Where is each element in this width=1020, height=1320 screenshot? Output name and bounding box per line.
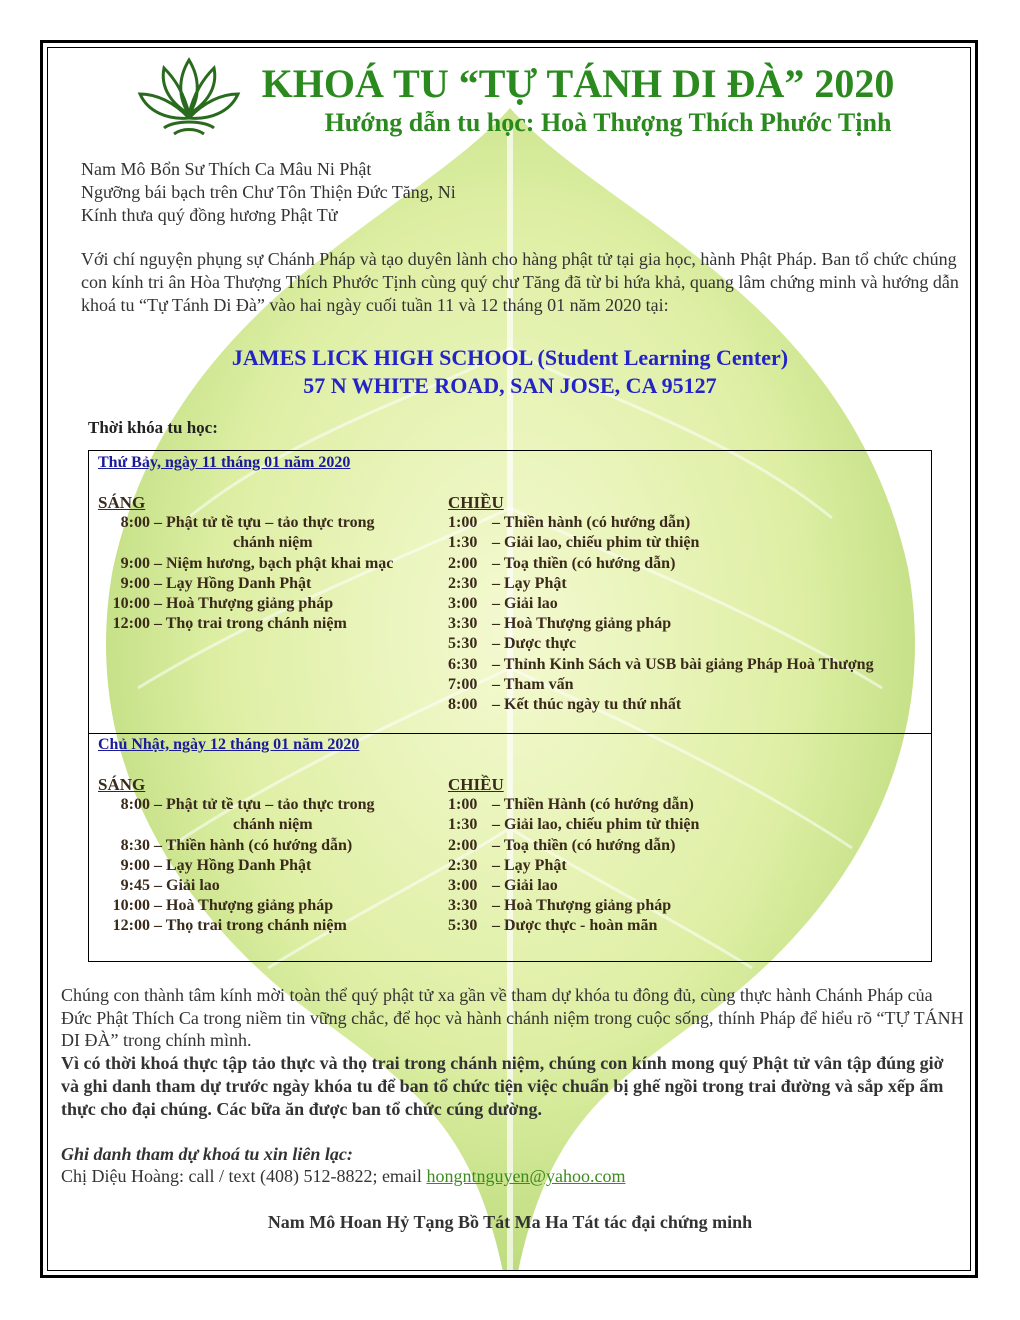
venue <box>48 344 971 400</box>
schedule-time: 3:30 <box>448 615 478 633</box>
schedule-time: 10:00 <box>112 595 150 613</box>
schedule-time <box>98 533 150 553</box>
schedule-activity: – Dược thực <box>492 635 577 653</box>
schedule-row <box>448 594 928 614</box>
morning-column <box>98 775 438 937</box>
morning-heading: SÁNG <box>98 775 146 794</box>
schedule-activity: – Phật tử tề tựu – tảo thực trong <box>154 514 375 532</box>
venue-name: JAMES LICK HIGH SCHOOL (Student Learning Center) <box>231 345 789 370</box>
schedule-activity: – Lạy Hồng Danh Phật <box>154 574 312 592</box>
schedule-activity: – Toạ thiền (có hướng dẫn) <box>492 836 676 854</box>
schedule-time: 3:00 <box>448 877 478 895</box>
schedule-row <box>98 836 438 856</box>
schedule-time: 9:00 <box>120 574 150 592</box>
schedule-activity: – Giải lao, chiếu phim từ thiện <box>492 534 700 552</box>
schedule-row <box>448 655 928 675</box>
schedule-activity: – Thiền hành (có hướng dẫn) <box>492 514 691 532</box>
schedule-activity: – Lạy Phật <box>492 574 567 592</box>
schedule-activity: – Hoà Thượng giảng pháp <box>492 615 672 633</box>
schedule-activity: – Thọ trai trong chánh niệm <box>154 917 347 935</box>
inner-frame <box>47 47 971 1271</box>
schedule-activity: – Thọ trai trong chánh niệm <box>154 615 347 633</box>
greeting-line: Kính thưa quý đồng hương Phật Tử <box>81 205 338 225</box>
schedule-row <box>448 836 928 856</box>
schedule-time: 7:00 <box>448 675 478 693</box>
schedule-activity: – Thiền hành (có hướng dẫn) <box>154 836 353 854</box>
schedule-activity: – Giải lao <box>492 877 558 895</box>
schedule-row <box>448 634 928 654</box>
schedule-row <box>98 533 438 553</box>
schedule-activity: – Phật tử tề tựu – tảo thực trong <box>154 796 375 814</box>
schedule-row <box>448 574 928 594</box>
schedule-row <box>448 856 928 876</box>
schedule-time: 8:30 <box>120 836 150 854</box>
contact-text: Chị Diệu Hoàng: call / text (408) 512-8822; email <box>61 1166 427 1186</box>
afternoon-column <box>448 775 928 937</box>
schedule-row <box>98 795 438 815</box>
afternoon-heading: CHIỀU <box>448 493 504 512</box>
schedule-activity: – Toạ thiền (có hướng dẫn) <box>492 554 676 572</box>
schedule-time: 3:30 <box>448 897 478 915</box>
schedule-activity: – Lạy Phật <box>492 856 567 874</box>
schedule-activity: – Hoà Thượng giảng pháp <box>154 595 334 613</box>
schedule-row <box>448 614 928 634</box>
greeting-line: Nam Mô Bổn Sư Thích Ca Mâu Ni Phật <box>81 159 372 179</box>
schedule-time: 8:00 <box>120 514 150 532</box>
afternoon-column <box>448 493 928 715</box>
schedule-activity: chánh niệm <box>233 534 313 552</box>
schedule-table <box>88 450 932 962</box>
schedule-row <box>98 815 438 835</box>
schedule-activity: – Niệm hương, bạch phật khai mạc <box>154 554 394 572</box>
morning-column <box>98 493 438 634</box>
schedule-time: 1:30 <box>448 534 478 552</box>
schedule-row <box>448 795 928 815</box>
schedule-time: 9:45 <box>120 877 150 895</box>
contact-heading: Ghi danh tham dự khoá tu xin liên lạc: <box>61 1144 353 1164</box>
page-title: KHOÁ TU “TỰ TÁNH DI ĐÀ” 2020 <box>261 61 895 106</box>
schedule-row <box>448 815 928 835</box>
schedule-time: 8:00 <box>120 796 150 814</box>
schedule-time: 1:00 <box>448 796 478 814</box>
schedule-row <box>98 876 438 896</box>
schedule-row <box>448 554 928 574</box>
afternoon-heading: CHIỀU <box>448 775 504 794</box>
schedule-time: 12:00 <box>112 917 150 935</box>
schedule-activity: – Giải lao <box>492 595 558 613</box>
schedule-activity: – Lạy Hồng Danh Phật <box>154 856 312 874</box>
schedule-row <box>98 513 438 533</box>
schedule-row <box>448 695 928 715</box>
closing-note: Vì có thời khoá thực tập tảo thực và thọ trai trong chánh niệm, chúng con kính mong quý Phật tử vân tập đúng giờ và ghi danh tham dự trước ngày khóa tu để ban tổ chức tiện việc chuẩn bị ghế ngồi trong trai đường và sắp xếp ẩm thực cho đại chúng. Các bữa ăn được ban tổ chức cúng dường. <box>61 1053 944 1119</box>
venue-address: 57 N WHITE ROAD, SAN JOSE, CA 95127 <box>303 373 717 398</box>
schedule-time: 2:00 <box>448 554 478 572</box>
schedule-time: 8:00 <box>448 696 478 714</box>
schedule-time <box>98 815 150 835</box>
schedule-time: 3:00 <box>448 595 478 613</box>
schedule-row <box>98 916 438 936</box>
schedule-time: 2:30 <box>448 856 478 874</box>
schedule-row <box>448 876 928 896</box>
schedule-activity: – Thiền Hành (có hướng dẫn) <box>492 796 694 814</box>
closing-paragraph: Chúng con thành tâm kính mời toàn thể quý phật tử xa gần về tham dự khóa tu đông đủ, cùng thực hành Chánh Pháp của Đức Phật Thích Ca trong niềm tin vững chắc, để học và hành chánh niệm trong cuộc sống, thính Pháp để hiểu rõ “TỰ TÁNH DI ĐÀ” trong chính mình. <box>61 985 964 1050</box>
day-section-saturday <box>89 451 931 734</box>
final-blessing: Nam Mô Hoan Hỷ Tạng Bồ Tát Ma Ha Tát tác đại chứng minh <box>267 1212 753 1232</box>
schedule-activity: – Hoà Thượng giảng pháp <box>154 897 334 915</box>
schedule-row <box>98 554 438 574</box>
schedule-time: 9:00 <box>120 856 150 874</box>
schedule-time: 9:00 <box>120 554 150 572</box>
schedule-activity: – Kết thúc ngày tu thứ nhất <box>492 696 682 714</box>
intro-paragraph: Với chí nguyện phụng sự Chánh Pháp và tạo duyên lành cho hàng phật tử tại gia học, hành Phật Pháp. Ban tổ chức chúng con kính tri ân Hòa Thượng Thích Phước Tịnh cùng quý chư Tăng đã từ bi hứa khả, quang lâm chứng minh và hướng dẫn khoá tu “Tự Tánh Di Đà” vào hai ngày cuối tuần 11 và 12 tháng 01 năm 2020 tại: <box>81 249 959 315</box>
day-title: Chủ Nhật, ngày 12 tháng 01 năm 2020 <box>98 736 360 753</box>
schedule-row <box>448 533 928 553</box>
schedule-activity: – Hoà Thượng giảng pháp <box>492 897 672 915</box>
schedule-activity: – Thỉnh Kinh Sách và USB bài giảng Pháp Hoà Thượng <box>492 655 874 673</box>
lotus-icon <box>134 54 244 138</box>
schedule-row <box>98 856 438 876</box>
schedule-row <box>98 574 438 594</box>
schedule-activity: – Giải lao, chiếu phim từ thiện <box>492 816 700 834</box>
schedule-row <box>448 513 928 533</box>
schedule-row <box>448 896 928 916</box>
schedule-time: 5:30 <box>448 917 478 935</box>
email-link[interactable]: hongntnguyen@yahoo.com <box>426 1166 626 1186</box>
greeting <box>81 158 456 227</box>
schedule-time: 6:30 <box>448 655 478 673</box>
schedule-time: 1:30 <box>448 816 478 834</box>
schedule-time: 2:00 <box>448 836 478 854</box>
schedule-activity: – Giải lao <box>154 877 220 895</box>
schedule-row <box>448 675 928 695</box>
contact-line <box>61 1166 625 1187</box>
schedule-row <box>98 896 438 916</box>
schedule-activity: – Dược thực - hoàn mãn <box>492 917 658 935</box>
morning-heading: SÁNG <box>98 493 146 512</box>
schedule-label: Thời khóa tu học: <box>88 418 218 437</box>
schedule-row <box>98 614 438 634</box>
schedule-time: 10:00 <box>112 897 150 915</box>
day-title: Thứ Bảy, ngày 11 tháng 01 năm 2020 <box>98 454 351 471</box>
schedule-row <box>448 916 928 936</box>
schedule-time: 1:00 <box>448 514 478 532</box>
day-section-sunday <box>89 733 931 961</box>
page-subtitle: Hướng dẫn tu học: Hoà Thượng Thích Phước Tịnh <box>324 108 892 137</box>
schedule-row <box>98 594 438 614</box>
schedule-time: 12:00 <box>112 615 150 633</box>
schedule-activity: – Tham vấn <box>492 675 574 693</box>
schedule-time: 2:30 <box>448 574 478 592</box>
schedule-time: 5:30 <box>448 635 478 653</box>
schedule-activity: chánh niệm <box>233 816 313 834</box>
greeting-line: Ngưỡng bái bạch trên Chư Tôn Thiện Đức Tăng, Ni <box>81 182 456 202</box>
